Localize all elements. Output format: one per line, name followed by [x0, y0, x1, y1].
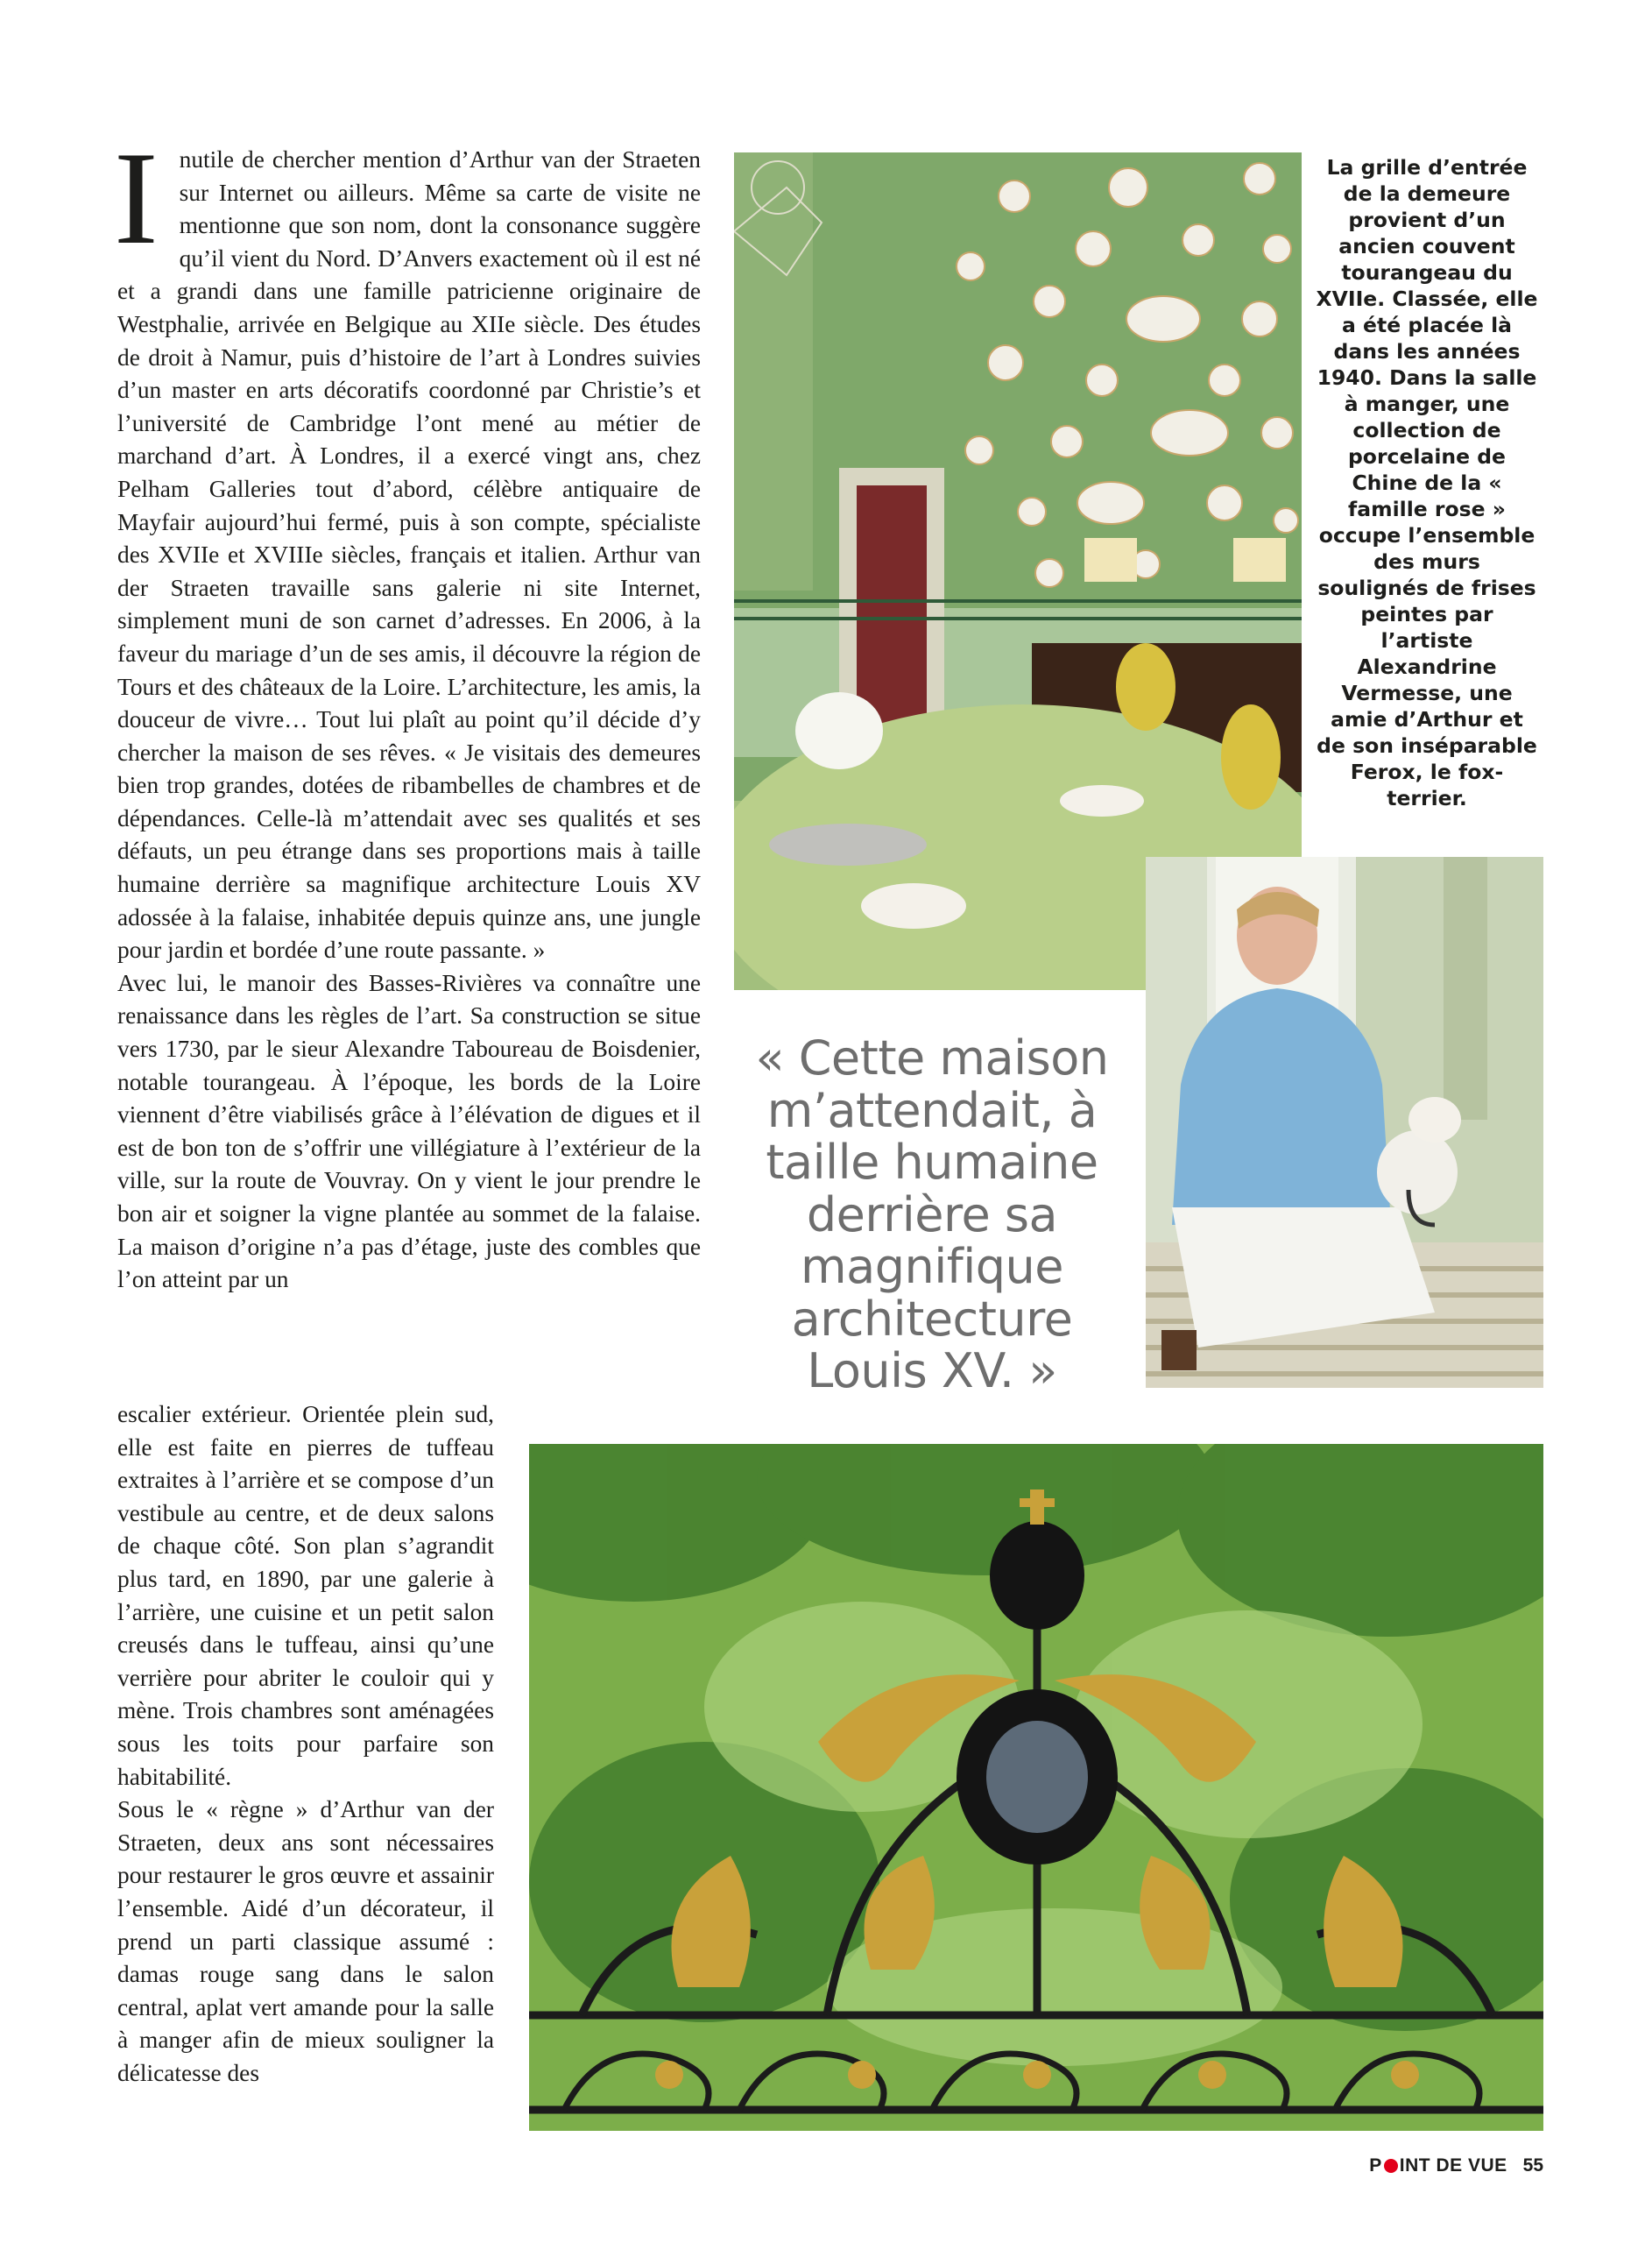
magazine-brand [1369, 2155, 1507, 2176]
page-number: 55 [1522, 2155, 1543, 2176]
brand-name-rest: INT DE VUE [1399, 2155, 1507, 2176]
article-body-narrow [117, 1398, 494, 2090]
portrait-photo [1146, 857, 1543, 1388]
pull-quote: « Cette maison m’attendait, à taille humaine derrière sa magnifique architecture Louis XV. » [755, 1030, 1109, 1398]
gate-photo [529, 1444, 1543, 2131]
paragraph-2-continued: escalier extérieur. Orientée plein sud, elle est faite en pierres de tuffeau extraites à l’arrière et se compose d’un vestibule au centre, et de deux salons de chaque côté. Son plan s’agrandit plus tard, en 1890, par une galerie à l’arrière, une cuisine et un petit salon creusés dans le tuffeau, ainsi qu’une verrière pour abriter le couloir qui y mène. Trois chambres sont aménagées sous les toits pour parfaire son habitabilité. [117, 1401, 494, 1790]
paragraph-1 [114, 124, 701, 967]
article-body [114, 124, 701, 1297]
drop-cap: I [114, 124, 159, 272]
photo-caption: La grille d’entrée de la demeure provient d’un ancien couvent tourangeau du XVIIe. Classée, elle a été placée là dans les années 1940. Dans la salle à manger, une collection de porcelaine de Chine de la « famille rose » occupe l’ensemble des murs soulignés de frises peintes par l’artiste Alexandrine Vermesse, une amie d’Arthur et de son inséparable Ferox, le fox-terrier. [1316, 155, 1538, 810]
paragraph-3: Sous le « règne » d’Arthur van der Straeten, deux ans sont nécessaires pour restaurer le gros œuvre et assainir l’ensemble. Aidé d’un décorateur, il prend un parti classique assumé : damas rouge sang dans le salon central, aplat vert amande pour la salle à manger afin de mieux souligner la délicatesse des [117, 1796, 494, 2086]
brand-letter-p: P [1369, 2155, 1382, 2176]
paragraph-1-text: nutile de chercher mention d’Arthur van der Straeten sur Internet ou ailleurs. Même sa carte de visite ne mentionne que son nom, dont la consonance suggère qu’il vient du Nord. D’Anvers exactement où il est né et a grandi dans une famille patricienne originaire de Westphalie, arrivée en Belgique au XIIe siècle. Des études de droit à Namur, puis d’histoire de l’art à Londres suivies d’un master en arts décoratifs coordonné par Christie’s et l’université de Cambridge l’ont mené au métier de marchand d’art. À Londres, il a exercé vingt ans, chez Pelham Galleries tout d’abord, célèbre antiquaire de Mayfair aujourd’hui fermé, puis à son compte, spécialiste des XVIIe et XVIIIe siècles, français et italien. Arthur van der Straeten travaille sans galerie ni site Internet, simplement muni de son carnet d’adresses. En 2006, à la faveur du mariage d’un de ses amis, il découvre la région de Tours et des châteaux de la Loire. L’architecture, les amis, la douceur de vivre… Tout lui plaît au point qu’il décide d’y chercher la maison de ses rêves. « Je visitais des demeures bien trop grandes, dotées de ribambelles de chambres et de dépendances. Celle-là m’attendait avec ses qualités et ses défauts, un peu étrange dans ses proportions mais à taille humaine derrière sa magnifique architecture Louis XV adossée à la falaise, inhabitée depuis quinze ans, une jungle pour jardin et bordée d’une route passante. » [117, 146, 701, 964]
paragraph-2: Avec lui, le manoir des Basses-Rivières va connaître une renaissance dans les règles de l’art. Sa construction se situe vers 1730, par le sieur Alexandre Taboureau de Boisdenier, notable tourangeau. À l’époque, les bords de la Loire viennent d’être viabilisés grâce à l’élévation de digues et il est de bon ton de s’offrir une villégiature à l’extérieur de la ville, sur la route de Vouvray. On y vient le jour prendre le bon air et soigner la vigne plantée au sommet de la falaise. La maison d’origine n’a pas d’étage, juste des combles que l’on atteint par un [117, 969, 701, 1293]
page-footer [1342, 2155, 1543, 2176]
brand-red-dot-icon [1384, 2159, 1398, 2173]
